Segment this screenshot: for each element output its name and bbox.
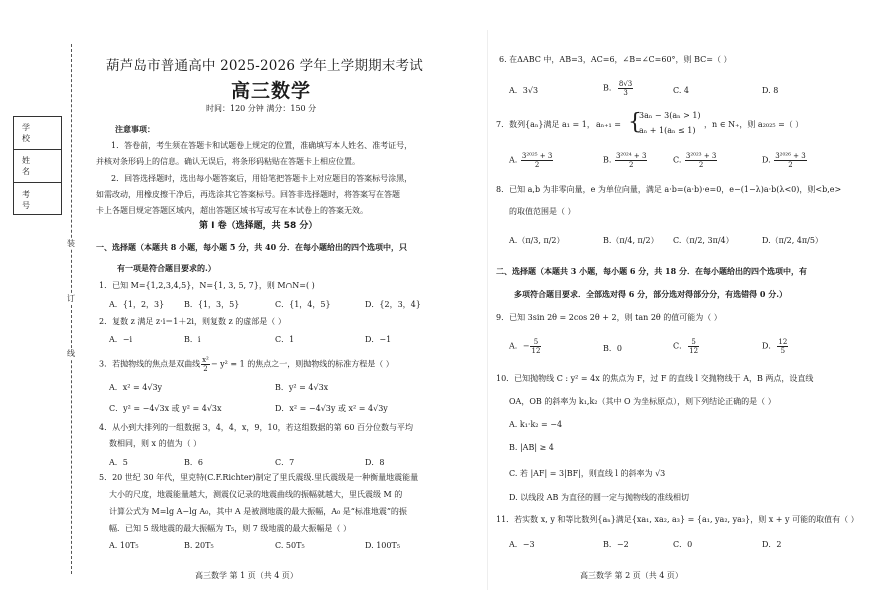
q2-option-c[interactable]: C．1 bbox=[275, 335, 295, 344]
q7-stem: 7．数列{aₙ}满足 a₁ = 1， bbox=[496, 120, 595, 129]
note-line: 2．回答选择题时，选出每小题答案后，用铅笔把答题卡上对应题目的答案标号涂黑， bbox=[111, 174, 413, 183]
q6-option-a[interactable]: A．3√3 bbox=[509, 86, 539, 95]
section1-heading: 有一项是符合题目要求的.） bbox=[117, 263, 216, 273]
school-field[interactable]: 学 校 bbox=[14, 117, 61, 150]
student-info-box bbox=[13, 116, 62, 215]
q8-stem: 的取值范围是（ ） bbox=[509, 207, 576, 216]
q6-stem: 6. 在ΔABC 中，AB=3，AC=6，∠B=∠C=60°，则 BC=（ ） bbox=[499, 55, 732, 64]
q8-option-c[interactable]: C.（π/2, 3π/4） bbox=[673, 236, 734, 245]
q4-option-c[interactable]: C．7 bbox=[275, 458, 295, 467]
q3-option-b[interactable]: B．y² = 4√3x bbox=[275, 383, 329, 392]
brace-icon: { bbox=[628, 110, 642, 135]
q2-option-a[interactable]: A．−i bbox=[109, 335, 133, 344]
q9-option-d[interactable]: D． $\frac{12}{5}$ bbox=[762, 338, 788, 355]
note-line: 并核对条形码上的信息。确认无误后，将条形码粘贴在答题卡上相应位置。 bbox=[96, 157, 360, 166]
q8-option-b[interactable]: B.（π/4, π/2） bbox=[603, 236, 659, 245]
q1-option-b[interactable]: B．{1，3，5} bbox=[184, 300, 240, 309]
q3-stem: 3．若抛物线的焦点是双曲线 $\frac{\text{x²}}{2}$ − y² = 1 的焦点之一，则抛物线的标准方程是（ ） bbox=[99, 356, 394, 373]
q9-stem: 9．已知 3sin 2θ = 2cos 2θ + 2，则 tan 2θ 的值可能为（ ） bbox=[496, 313, 722, 322]
q1-option-d[interactable]: D．{2，3，4} bbox=[365, 300, 421, 309]
page-divider bbox=[487, 30, 488, 590]
q8-stem: 8．已知 a,b 为非零向量，e 为单位向量，满足 a·b=(a·b)·e=0，e−(1−λ)a·b(λ<0)，则<b,e> bbox=[496, 185, 842, 194]
exam-title: 葫芦岛市普通高中 2025-2026 学年上学期期末考试 bbox=[106, 58, 423, 74]
volume-heading: 第 Ⅰ 卷（选择题，共 58 分） bbox=[199, 221, 318, 231]
q4-option-d[interactable]: D．8 bbox=[365, 458, 385, 467]
q10-option-a[interactable]: A. k₁·k₂ = −4 bbox=[509, 420, 563, 429]
q8-option-d[interactable]: D.（π/2, 4π/5） bbox=[762, 236, 823, 245]
q7-option-d[interactable]: D. $\frac{\text{3²⁰²⁶ + 3}}{2}$ bbox=[762, 152, 806, 169]
q11-option-b[interactable]: B．−2 bbox=[603, 540, 629, 549]
q5-option-d[interactable]: D. 100T₅ bbox=[365, 541, 401, 550]
q10-stem: 10．已知抛物线 C : y² = 4x 的焦点为 F，过 F 的直线 l 交抛物线于 A，B 两点，设直线 bbox=[496, 374, 814, 383]
q2-option-b[interactable]: B．i bbox=[184, 335, 201, 344]
q10-option-b[interactable]: B. |AB| ≥ 4 bbox=[509, 443, 554, 452]
exam-number-field[interactable]: 考 号 bbox=[22, 189, 40, 210]
q8-option-a[interactable]: A.（π/3, π/2） bbox=[509, 236, 565, 245]
q5-option-a[interactable]: A. 10T₅ bbox=[109, 541, 139, 550]
q7-piece-1: 3aₙ − 3(aₙ > 1) bbox=[639, 111, 701, 120]
q5-stem: 5．20 世纪 30 年代，里克特(C.F.Richter)制定了里氏震级.里氏震级是一种衡量地震能量 bbox=[99, 473, 419, 482]
q9-option-b[interactable]: B．0 bbox=[603, 344, 622, 353]
q2-stem: 2．复数 z 满足 z·i＝1＋2i，则复数 z 的虚部是（ ） bbox=[99, 317, 286, 326]
q6-option-b[interactable]: B． $\frac{8√3}{3}$ bbox=[603, 80, 633, 97]
binding-line bbox=[71, 44, 72, 574]
q7-option-b[interactable]: B. $\frac{\text{3²⁰²⁴ + 3}}{2}$ bbox=[603, 152, 647, 169]
q4-option-a[interactable]: A．5 bbox=[109, 458, 128, 467]
q5-option-c[interactable]: C. 50T₅ bbox=[275, 541, 305, 550]
q6-option-c[interactable]: C. 4 bbox=[673, 86, 690, 95]
q1-option-c[interactable]: C．{1，4，5} bbox=[275, 300, 331, 309]
q3-option-c[interactable]: C．y² = −4√3x 或 y² = 4√3x bbox=[109, 404, 222, 413]
note-line: 如需改动，用橡皮擦干净后，再选涂其它答案标号。回答非选择题时，将答案写在答题 bbox=[96, 190, 400, 199]
binding-word-ding: 订 bbox=[64, 293, 78, 304]
q9-option-c[interactable]: C． $\frac{5}{12}$ bbox=[673, 338, 699, 355]
q11-option-a[interactable]: A．−3 bbox=[509, 540, 535, 549]
note-line: 卡上各题目规定答题区域内，超出答题区域书写或写在本试卷上的答案无效。 bbox=[96, 206, 368, 215]
q4-option-b[interactable]: B．6 bbox=[184, 458, 203, 467]
q5-stem: 大小的尺度，地震能量越大，测震仪记录的地震曲线的振幅就越大，里氏震级 M 的 bbox=[109, 490, 403, 499]
q7-stem: ，n ∈ N₊，则 a₂₀₂₅ =（ ） bbox=[704, 120, 804, 129]
footer-page-2: 高三数学 第 2 页（共 4 页） bbox=[580, 571, 683, 580]
q5-stem: 幅．已知 5 级地震的最大振幅为 T₅，则 7 级地震的最大振幅是（ ） bbox=[109, 524, 351, 533]
binding-word-xian: 线 bbox=[64, 348, 78, 359]
q1-option-a[interactable]: A．{1，2，3} bbox=[109, 300, 165, 309]
section1-heading: 一、选择题（本题共 8 小题，每小题 5 分，共 40 分．在每小题给出的四个选项中，只 bbox=[96, 242, 407, 252]
footer-page-1: 高三数学 第 1 页（共 4 页） bbox=[195, 571, 298, 580]
q5-option-b[interactable]: B. 20T₅ bbox=[184, 541, 214, 550]
q10-stem: OA，OB 的斜率为 k₁,k₂（其中 O 为坐标原点），则下列结论正确的是（ ） bbox=[509, 397, 776, 406]
q7-piece-2: aₙ + 1(aₙ ≤ 1) bbox=[639, 126, 696, 135]
q2-option-d[interactable]: D．−1 bbox=[365, 335, 392, 344]
q3-option-d[interactable]: D．x² = −4√3y 或 x² = 4√3y bbox=[275, 404, 388, 413]
name-field[interactable]: 姓 名 bbox=[14, 150, 61, 183]
q7-option-c[interactable]: C. $\frac{\text{3²⁰²³ + 3}}{2}$ bbox=[673, 152, 717, 169]
subject-title: 高三数学 bbox=[231, 80, 312, 102]
binding-word-zhuang: 装 bbox=[64, 238, 78, 249]
q3-fraction: $\frac{\text{x²}}{2}$ bbox=[202, 356, 209, 373]
q10-option-d[interactable]: D. 以线段 AB 为直径的圆一定与抛物线的准线相切 bbox=[509, 493, 689, 502]
q6-option-d[interactable]: D. 8 bbox=[762, 86, 779, 95]
q11-option-d[interactable]: D．2 bbox=[762, 540, 782, 549]
q11-option-c[interactable]: C．0 bbox=[673, 540, 693, 549]
q7-piecewise-lhs: aₙ₊₁ = bbox=[596, 120, 621, 129]
notes-heading: 注意事项： bbox=[115, 124, 155, 134]
q10-option-c[interactable]: C. 若 |AF| = 3|BF|，则直线 l 的斜率为 √3 bbox=[509, 469, 666, 478]
q11-stem: 11．若实数 x, y 和等比数列{aₙ}满足{xa₁, xa₂, a₃} = {a₁, ya₂, ya₃}，则 x + y 可能的取值有（ ） bbox=[496, 515, 859, 524]
q1-stem: 1．已知 M={1,2,3,4,5}，N={1, 3, 5, 7}，则 M∩N=( ) bbox=[99, 281, 315, 290]
q4-stem: 4．从小到大排列的一组数据 3，4，4，x，9，10，若这组数据的第 60 百分位数与平均 bbox=[99, 423, 413, 432]
time-score: 时间：120 分钟 满分：150 分 bbox=[206, 104, 317, 113]
q3-option-a[interactable]: A．x² = 4√3y bbox=[109, 383, 163, 392]
q5-stem: 计算公式为 M=lg A−lg A₀，其中 A 是被测地震的最大振幅，A₀ 是“标准地震”的振 bbox=[109, 507, 407, 516]
section2-heading: 多项符合题目要求．全部选对得 6 分，部分选对得部分分，有选错得 0 分.） bbox=[514, 289, 788, 299]
note-line: 1．答卷前，考生须在答题卡和试题卷上规定的位置，准确填写本人姓名、准考证号， bbox=[111, 141, 413, 150]
q7-option-a[interactable]: A. $\frac{\text{3²⁰²⁵ + 3}}{2}$ bbox=[509, 152, 553, 169]
section2-heading: 二、选择题（本题共 3 小题，每小题 6 分，共 18 分．在每小题给出的四个选项中，有 bbox=[496, 266, 807, 276]
q9-option-a[interactable]: A．− $\frac{5}{12}$ bbox=[509, 338, 541, 355]
q4-stem: 数相同，则 x 的值为（ ） bbox=[109, 439, 202, 448]
